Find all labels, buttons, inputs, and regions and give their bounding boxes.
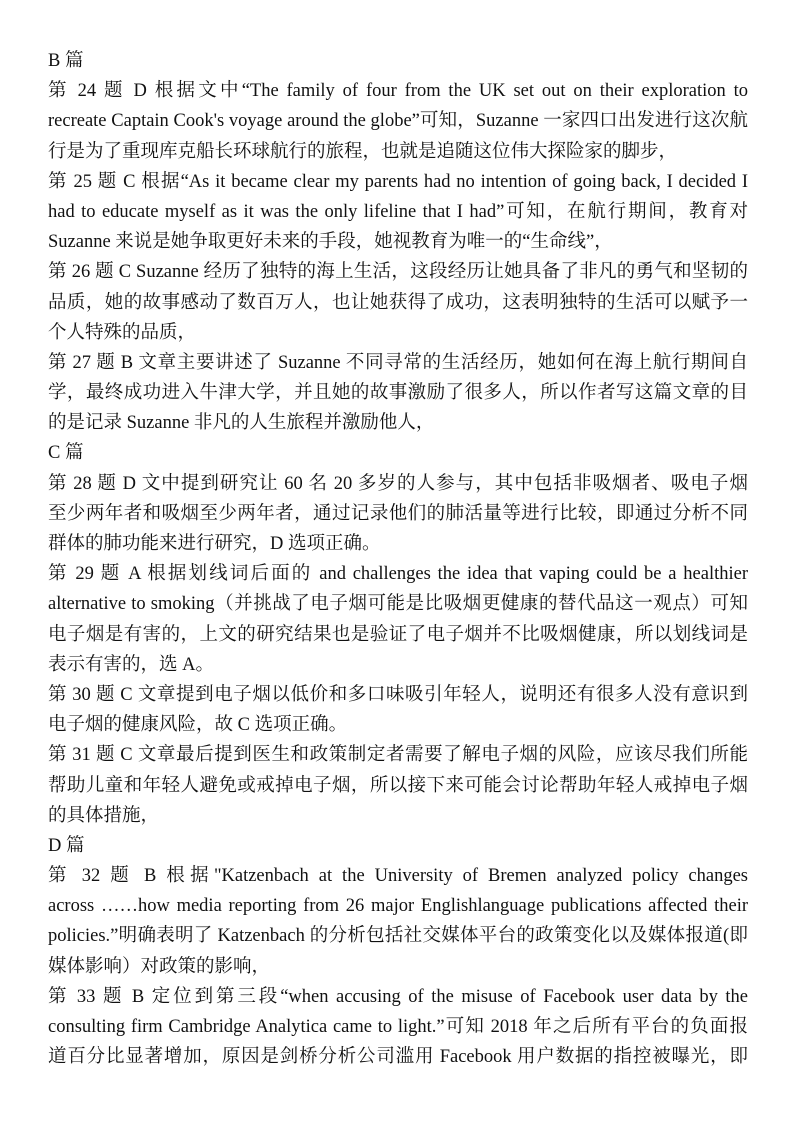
text-line: across ……how media reporting from 26 major Englishlanguage publications affected their [48, 896, 748, 917]
section-heading: C 篇 [48, 443, 84, 464]
text-line: 第 25 题 C 根据“As it became clear my parents had no intention of going back, I decided I [48, 171, 748, 192]
text-line: 道百分比显著增加，原因是剑桥分析公司滥用 Facebook 用户数据的指控被曝光，即 [48, 1047, 748, 1068]
text-line: consulting firm Cambridge Analytica came to light.”可知 2018 年之后所有平台的负面报 [48, 1017, 748, 1037]
text-line: had to educate myself as it was the only lifeline that I had”可知，在航行期间，教育对 [48, 201, 748, 222]
text-line: 第 27 题 B 文章主要讲述了 Suzanne 不同寻常的生活经历，她如何在海上航行期间自 [48, 352, 748, 373]
text-line: 第 26 题 C Suzanne 经历了独特的海上生活，这段经历让她具备了非凡的勇气和坚韧的 [48, 262, 748, 283]
text-line: 媒体影响）对政策的影响， [48, 956, 271, 977]
text-line: 第 28 题 D 文中提到研究让 60 名 20 多岁的人参与，其中包括非吸烟者、吸电子烟 [48, 473, 748, 494]
text-line: 第 30 题 C 文章提到电子烟以低价和多口味吸引年轻人，说明还有很多人没有意识到 [48, 684, 748, 705]
text-line: 的具体措施， [48, 805, 160, 826]
text-line: 电子烟是有害的，上文的研究结果也是验证了电子烟并不比吸烟健康，所以划线词是 [48, 624, 748, 645]
text-line: 第 24 题 D 根据文中“The family of four from the UK set out on their exploration to [48, 81, 748, 102]
text-line: 表示有害的，选 A。 [48, 654, 214, 675]
text-line: 群体的肺功能来进行研究，D 选项正确。 [48, 534, 381, 554]
text-line: policies.”明确表明了 Katzenbach 的分析包括社交媒体平台的政策变化以及媒体报道(即 [48, 926, 748, 947]
section-heading: D 篇 [48, 835, 85, 856]
text-line: Suzanne 来说是她争取更好未来的手段，她视教育为唯一的“生命线”， [48, 232, 613, 253]
text-line: 第 29 题 A 根据划线词后面的 and challenges the idea that vaping could be a healthier [48, 564, 748, 585]
text-line: alternative to smoking（并挑战了电子烟可能是比吸烟更健康的替代品这一观点）可知 [48, 594, 748, 615]
text-line: 至少两年者和吸烟至少两年者，通过记录他们的肺活量等进行比较，即通过分析不同 [48, 503, 748, 524]
text-line: 帮助儿童和年轻人避免或戒掉电子烟，所以接下来可能会讨论帮助年轻人戒掉电子烟 [48, 775, 748, 796]
text-line: 第 32 题 B 根据"Katzenbach at the University of Bremen analyzed policy changes [48, 866, 748, 887]
answer-explanation-document [48, 46, 748, 1072]
section-heading: B 篇 [48, 51, 84, 71]
text-line: 学，最终成功进入牛津大学，并且她的故事激励了很多人，所以作者写这篇文章的目 [48, 383, 748, 404]
text-line: 个人特殊的品质， [48, 322, 197, 343]
text-line: 品质，她的故事感动了数百万人，也让她获得了成功，这表明独特的生活可以赋予一 [48, 292, 748, 313]
text-line: 电子烟的健康风险，故 C 选项正确。 [48, 715, 348, 736]
text-line: 第 33 题 B 定位到第三段“when accusing of the misuse of Facebook user data by the [48, 986, 748, 1007]
text-line: recreate Captain Cook's voyage around the globe”可知，Suzanne 一家四口出发进行这次航 [48, 111, 748, 132]
text-line: 第 31 题 C 文章最后提到医生和政策制定者需要了解电子烟的风险，应该尽我们所能 [48, 745, 748, 766]
text-line: 行是为了重现库克船长环球航行的旅程，也就是追随这位伟大探险家的脚步， [48, 141, 678, 162]
text-line: 的是记录 Suzanne 非凡的人生旅程并激励他人， [48, 413, 435, 434]
